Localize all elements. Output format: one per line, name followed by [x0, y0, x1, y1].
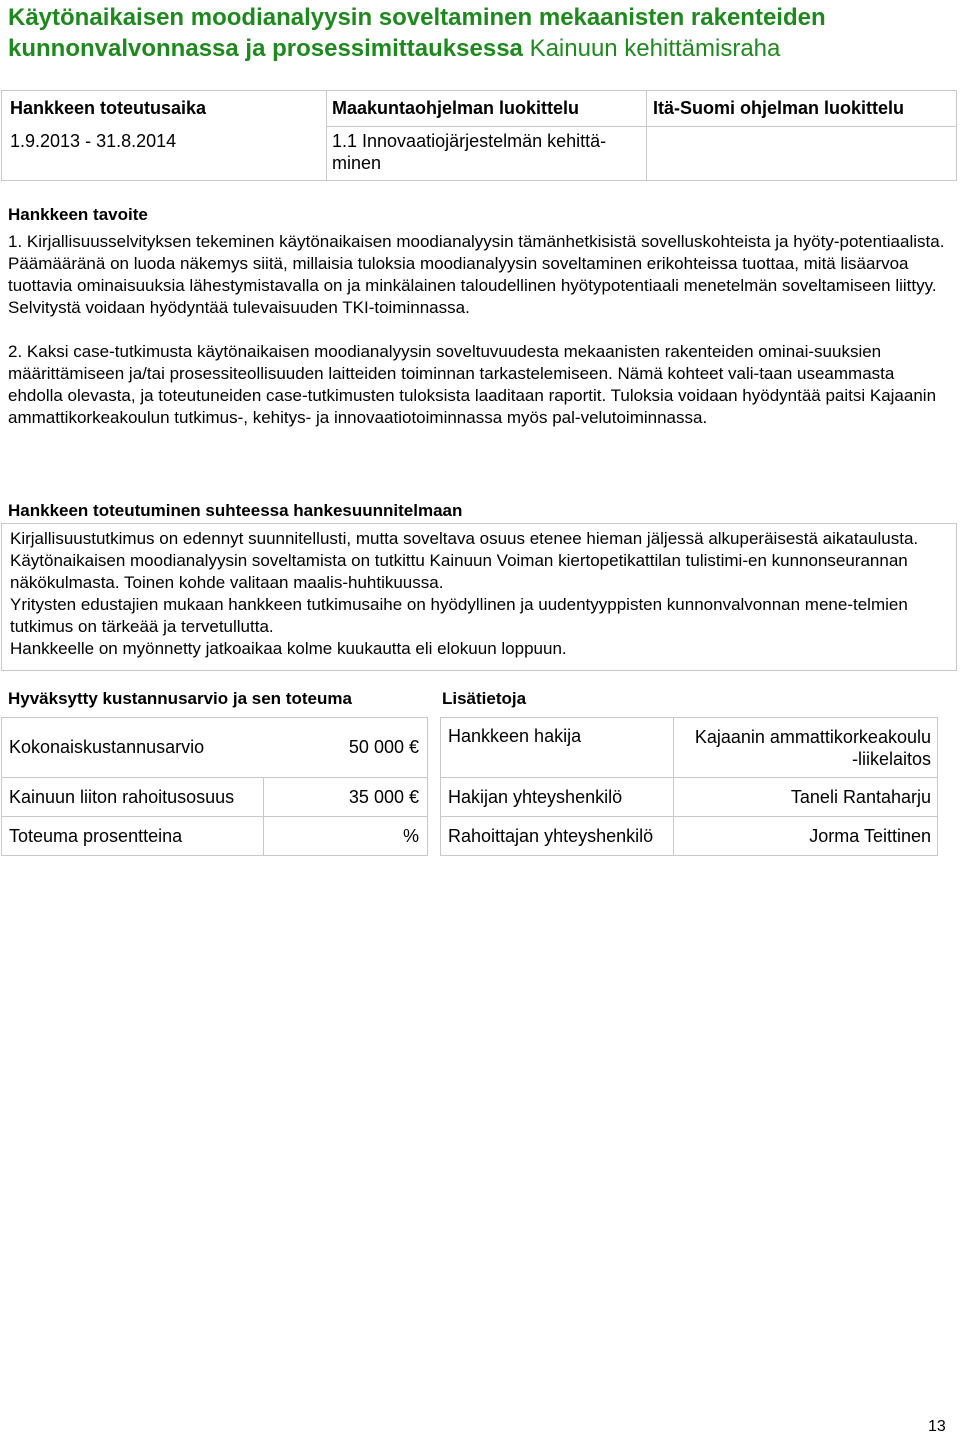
details-label: Hakijan yhteyshenkilö [441, 778, 674, 817]
budget-row [2, 778, 428, 817]
goal-paragraph-3: 2. Kaksi case-tutkimusta käytönaikaisen moodianalyysin soveltuvuudesta mekaanisten rakenteiden ominai-suuksien määrittämiseen ja/tai prosessiteollisuuden laitteiden toiminnan tarkastelemiseen. Nämä kohteet vali-taan useammasta ehdolla olevasta, ja toteutuneiden case-tutkimusten tuloksista laaditaan raportit. Tuloksia voidaan hyödyntää paitsi Kajaanin ammattikorkeakoulun tutkimus-, kehitys- ja innovaatiotoiminnassa myös pal-velutoiminnassa. [8, 342, 937, 427]
details-row [441, 718, 938, 778]
realization-paragraph-1: Kirjallisuustutkimus on edennyt suunnitellusti, mutta soveltava osuus etenee hieman jäljessä alkuperäisestä aikataulusta. Käytönaikaisen moodianalyysin soveltamista on tutkittu Kainuun Voiman kiertopetikattilan tulistimi-en kunnonseurannan näkökulmasta. Toinen kohde valitaan maalis-huhtikuussa. [10, 529, 919, 592]
budget-value: 50 000 € [348, 737, 419, 757]
budget-row [2, 817, 428, 856]
header-east-finland: Itä-Suomi ohjelman luokittelu [647, 91, 957, 127]
details-label: Rahoittajan yhteyshenkilö [441, 817, 674, 856]
details-row [441, 778, 938, 817]
header-regional: Maakuntaohjelman luokittelu [327, 91, 647, 127]
details-value: Jorma Teittinen [674, 817, 938, 856]
details-value: Taneli Rantaharju [674, 778, 938, 817]
applicant-line-2: -liikelaitos [851, 749, 931, 769]
realization-box [1, 523, 957, 671]
title-bold: Käytönaikaisen moodianalyysin soveltaminen mekaanisten rakenteiden kunnonvalvonnassa ja prosessimittauksessa [8, 4, 826, 62]
budget-table [1, 717, 428, 856]
goal-paragraph-1: 1. Kirjallisuusselvityksen tekeminen käytönaikaisen moodianalyysin tämänhetkisistä sovelluskohteista ja hyöty-potentiaalista. [8, 232, 945, 251]
header-period: Hankkeen toteutusaika [2, 91, 327, 127]
classification-line-2: minen [332, 153, 382, 173]
details-label: Hankkeen hakija [441, 718, 674, 778]
realization-paragraph-3: Hankkeelle on myönnetty jatkoaikaa kolme kuukautta eli elokuun loppuun. [10, 639, 567, 658]
period-value: 1.9.2013 - 31.8.2014 [2, 127, 327, 181]
goal-paragraph-2: Päämääränä on luoda näkemys siitä, millaisia tuloksia moodianalyysin soveltaminen erikohteissa tuottaa, mitä lisäarvoa tuottavia ominaisuuksia lähestymistavalla on ja minkälainen taloudellinen hyötypotentiaali menetelmän soveltamiseen liittyy. Selvitystä voidaan hyödyntää tulevaisuuden TKI-toiminnassa. [8, 254, 937, 317]
info-table [1, 90, 957, 181]
goal-section [8, 231, 948, 429]
budget-label: Toteuma prosentteina [2, 817, 264, 856]
details-row [441, 817, 938, 856]
details-heading: Lisätietoja [442, 689, 527, 708]
page-number: 13 [928, 1418, 946, 1435]
budget-value: % [264, 817, 428, 856]
budget-label: Kainuun liiton rahoitusosuus [2, 778, 264, 817]
budget-heading: Hyväksytty kustannusarvio ja sen toteuma [8, 689, 352, 708]
goal-heading: Hankkeen tavoite [8, 205, 148, 224]
east-finland-value [647, 127, 957, 181]
realization-paragraph-2: Yritysten edustajien mukaan hankkeen tutkimusaihe on hyödyllinen ja uudentyyppisten kunnonvalvonnan mene-telmien tutkimus on tärkeää ja tervetullutta. [10, 595, 908, 636]
realization-heading: Hankkeen toteutuminen suhteessa hankesuunnitelmaan [8, 501, 463, 520]
applicant-line-1: Kajaanin ammattikorkeakoulu [694, 727, 931, 747]
budget-label: Kokonaiskustannusarvio [9, 737, 205, 757]
page-title [8, 2, 948, 64]
title-normal: Kainuun kehittämisraha [529, 35, 781, 62]
details-table [440, 717, 938, 856]
budget-value: 35 000 € [264, 778, 428, 817]
details-value [674, 718, 938, 778]
classification-value [327, 127, 647, 181]
budget-row-1 [2, 718, 428, 778]
classification-line-1: 1.1 Innovaatiojärjestelmän kehittä- [332, 131, 607, 151]
budget-row [2, 718, 428, 778]
